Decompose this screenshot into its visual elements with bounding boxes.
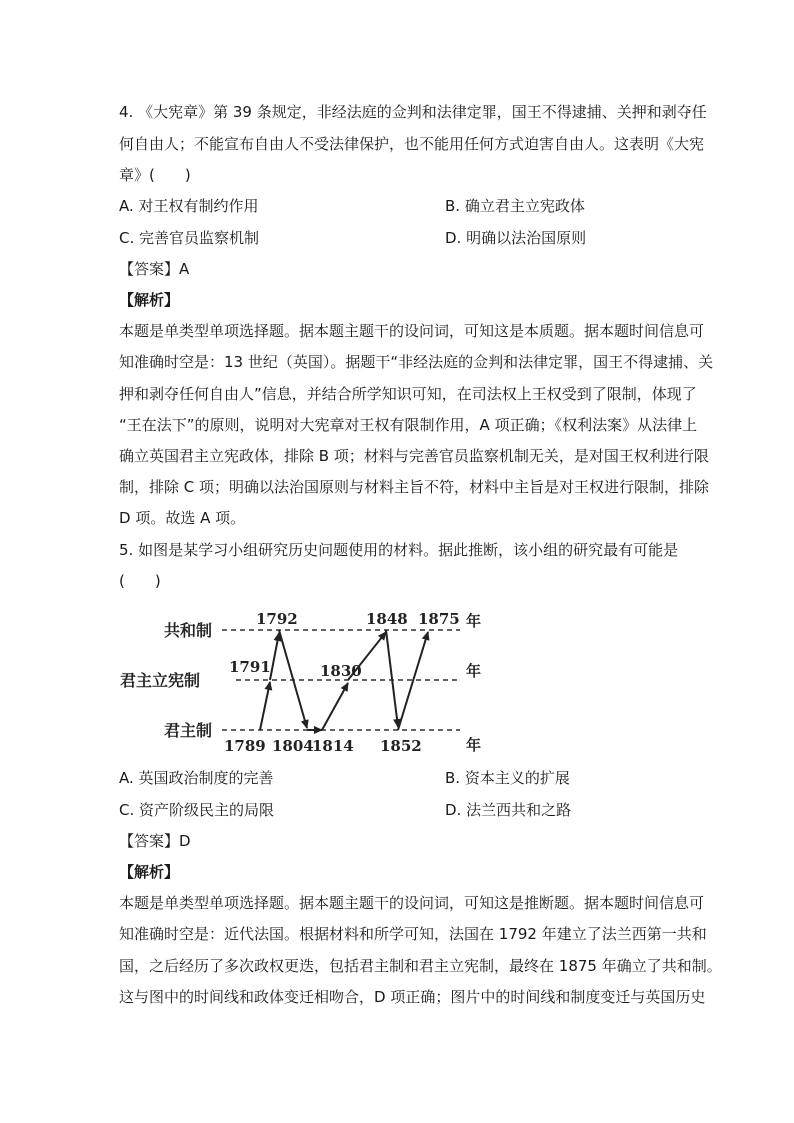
- q4-option-c: C. 完善官员监察机制: [119, 229, 260, 247]
- q5-option-a: A. 英国政治制度的完善: [119, 769, 274, 787]
- arrow-1792-1804: [279, 630, 307, 728]
- year-label: 1804: [272, 737, 314, 755]
- arrow-1848-1852: [386, 630, 398, 727]
- q4-analysis-label: 【解析】: [119, 291, 180, 309]
- q4-analysis-line: 确立英国君主立宪政体，排除 B 项；材料与完善官员监察机制无关，是对国王权利进行限: [119, 447, 709, 465]
- q4-analysis-line: 本题是单类型单项选择题。据本题主题干的设问词，可知这是本质题。据本题时间信息可: [119, 322, 705, 340]
- q5-option-d: D. 法兰西共和之路: [445, 801, 572, 819]
- year-label: 1789: [224, 737, 266, 755]
- year-label: 1875: [418, 610, 460, 628]
- q4-analysis-line: D 项。故选 A 项。: [119, 509, 246, 527]
- q4-stem-line: 章》( ): [119, 166, 191, 184]
- year-suffix: 年: [466, 662, 482, 680]
- q4-stem-line: 何自由人；不能宣布自由人不受法律保护，也不能用任何方式迫害自由人。这表明《大宪: [119, 135, 705, 153]
- year-suffix: 年: [466, 612, 482, 630]
- q5-stem-line: ( ): [119, 572, 161, 590]
- q5-analysis-line: 本题是单类型单项选择题。据本题主题干的设问词，可知这是推断题。据本题时间信息可: [119, 894, 705, 912]
- year-label: 1792: [256, 610, 298, 628]
- q5-stem-line: 5. 如图是某学习小组研究历史问题使用的材料。据此推断，该小组的研究最有可能是: [119, 541, 679, 559]
- q4-option-a: A. 对王权有制约作用: [119, 197, 259, 215]
- arrow-1791-1792: [270, 633, 279, 680]
- year-label: 1830: [320, 662, 362, 680]
- arrow-1789-1791: [260, 682, 270, 730]
- year-label: 1814: [312, 737, 354, 755]
- year-label: 1852: [380, 737, 422, 755]
- q4-analysis-line: 知准确时空是：13 世纪（英国）。据题干“非经法庭的佥判和法律定罪，国王不得逮捕、关: [119, 353, 714, 371]
- q4-stem-line: 4. 《大宪章》第 39 条规定，非经法庭的佥判和法律定罪，国王不得逮捕、关押和剥夺任: [119, 103, 707, 121]
- q4-analysis-line: “王在法下”的原则，说明对大宪章对王权有限制作用，A 项正确；《权利法案》从法律上: [119, 416, 698, 434]
- q5-option-b: B. 资本主义的扩展: [445, 769, 570, 787]
- year-suffix: 年: [466, 736, 482, 754]
- q4-analysis-line: 制，排除 C 项；明确以法治国原则与材料主旨不符，材料中主旨是对王权进行限制，排除: [119, 478, 710, 496]
- q4-option-d: D. 明确以法治国原则: [445, 229, 587, 247]
- regime-change-diagram: [120, 600, 490, 760]
- row-label-republic: 共和制: [164, 621, 213, 640]
- q5-analysis-line: 国，之后经历了多次政权更迭，包括君主制和君主立宪制，最终在 1875 年确立了共和制。: [119, 957, 722, 975]
- q5-analysis-line: 这与图中的时间线和政体变迁相吻合，D 项正确；图片中的时间线和制度变迁与英国历史: [119, 988, 706, 1006]
- q5-answer: 【答案】D: [119, 832, 191, 850]
- q4-analysis-line: 押和剥夺任何自由人”信息，并结合所学知识可知，在司法权上王权受到了限制，体现了: [119, 385, 697, 403]
- arrow-1852-1875: [398, 632, 428, 730]
- year-label: 1791: [229, 658, 271, 676]
- q4-answer: 【答案】A: [119, 260, 190, 278]
- q5-option-c: C. 资产阶级民主的局限: [119, 801, 275, 819]
- arrow-1814-1830: [322, 683, 348, 730]
- row-label-monarchy: 君主制: [164, 721, 213, 740]
- q5-analysis-line: 知准确时空是：近代法国。根据材料和所学可知，法国在 1792 年建立了法兰西第一共和: [119, 925, 707, 943]
- q5-analysis-label: 【解析】: [119, 863, 180, 881]
- q4-option-b: B. 确立君主立宪政体: [445, 197, 585, 215]
- year-label: 1848: [366, 610, 408, 628]
- row-label-constitutional-monarchy: 君主立宪制: [120, 671, 201, 690]
